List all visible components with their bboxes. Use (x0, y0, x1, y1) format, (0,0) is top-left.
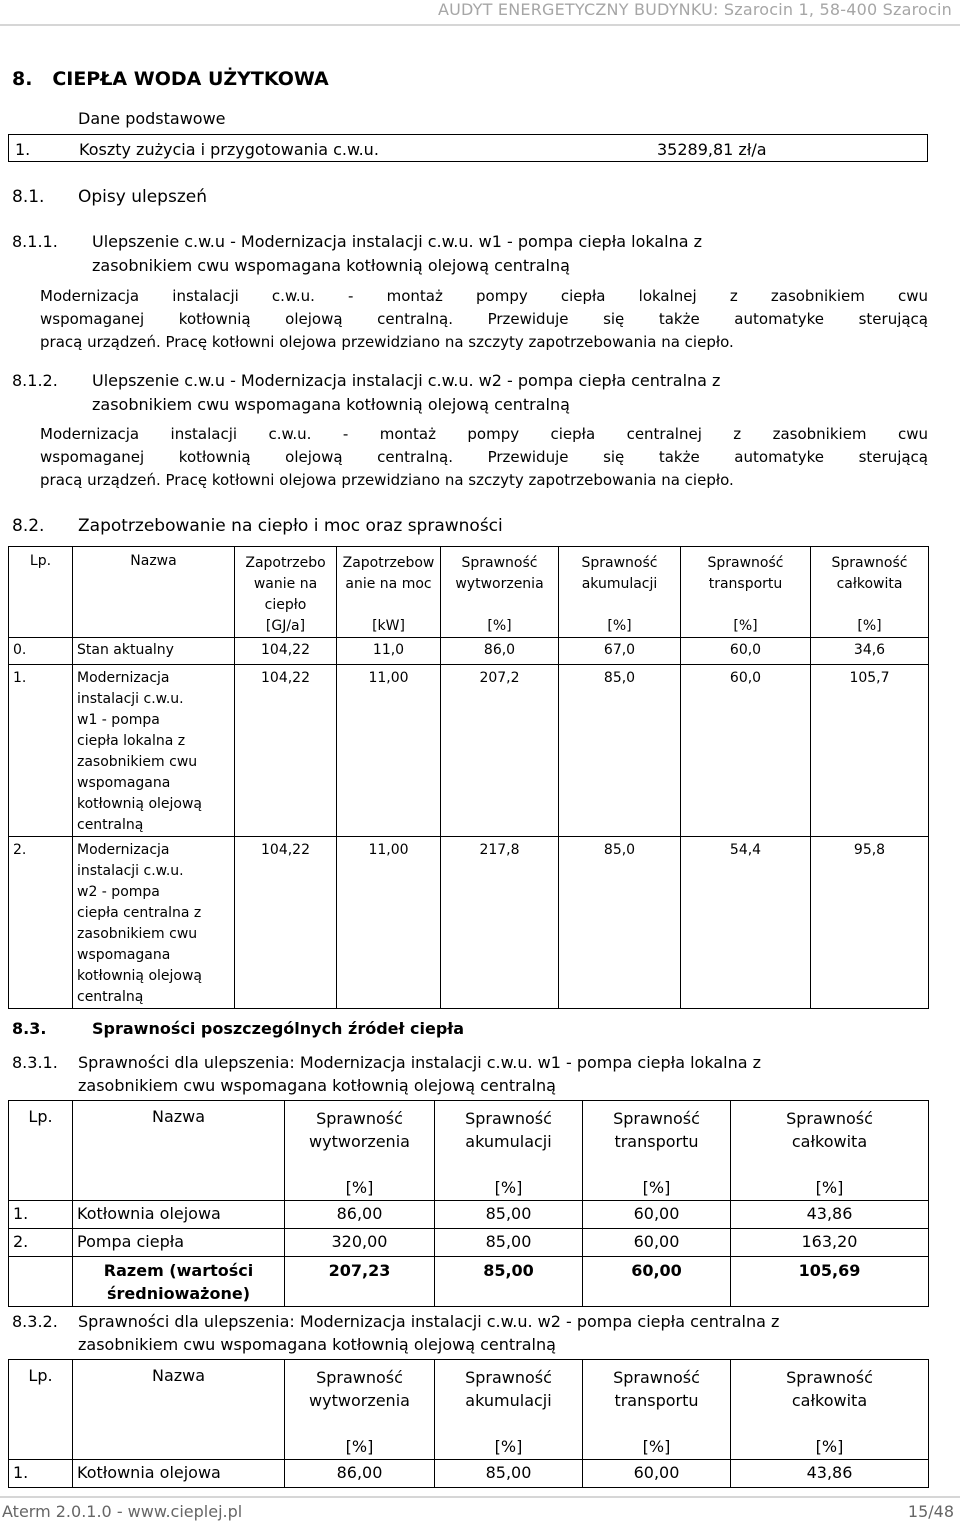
summary-row: Razem (wartości średnioważone) 207,23 85,00 60,00 105,69 (9, 1257, 929, 1307)
cost-value: 35289,81 zł/a (657, 140, 767, 159)
header-transport: Sprawność transportu [%] (681, 547, 811, 638)
section-8-3-1-title-line1: Sprawności dla ulepszenia: Modernizacja instalacji c.w.u. w1 - pompa ciepła lokalna z (78, 1053, 761, 1072)
basic-data-label: Dane podstawowe (78, 109, 226, 128)
section-8-3-2-number: 8.3.2. (12, 1312, 58, 1331)
row-name-multiline: Modernizacja instalacji c.w.u. w2 - pompa ciepła centralna z zasobnikiem cwu wspomagana kotłownią olejową centralną (73, 837, 235, 1009)
section-number: 8.1. (12, 187, 45, 207)
section-8-1-2-title-line2: zasobnikiem cwu wspomagana kotłownią olejową centralną (92, 395, 570, 414)
table-row: 1. Kotłownia olejowa 86,00 85,00 60,00 43,86 (9, 1460, 929, 1488)
table-row: 2. Pompa ciepła 320,00 85,00 60,00 163,20 (9, 1229, 929, 1257)
header-total: Sprawność całkowita [%] (811, 547, 929, 638)
section-8-1-2-desc-line2: wspomaganej kotłownią olejową centralną. Przewiduje się także automatyke sterującą (40, 448, 928, 466)
section-8-1-1-title-line2: zasobnikiem cwu wspomagana kotłownią olejową centralną (92, 256, 570, 275)
header-demand: Zapotrzebo wanie na ciepło [GJ/a] (235, 547, 337, 638)
section-number: 8. (12, 68, 33, 90)
section-8-heading (12, 68, 329, 90)
demand-table-header (9, 547, 929, 638)
section-8-1-2-desc-line1: Modernizacja instalacji c.w.u. - montaż pompy ciepła centralnej z zasobnikiem cwu (40, 425, 928, 443)
demand-table (8, 546, 929, 1009)
section-8-1-heading (12, 187, 44, 207)
section-8-2-number: 8.2. (12, 516, 45, 536)
section-title: CIEPŁA WODA UŻYTKOWA (52, 68, 329, 90)
section-8-3-2-title-line1: Sprawności dla ulepszenia: Modernizacja instalacji c.w.u. w2 - pompa ciepła centralna z (78, 1312, 780, 1331)
cost-lp: 1. (15, 140, 31, 159)
efficiency-table-w1 (8, 1100, 929, 1307)
section-8-1-2-desc-line3: pracą urządzeń. Pracę kotłowni olejowa przewidziano na szczyty zapotrzebowania na ciepło. (40, 471, 734, 489)
section-8-2-title: Zapotrzebowanie na ciepło i moc oraz sprawności (78, 516, 503, 536)
section-8-1-2-number: 8.1.2. (12, 371, 58, 390)
efficiency-table-w2 (8, 1359, 929, 1488)
section-8-1-1-desc-line1: Modernizacja instalacji c.w.u. - montaż pompy ciepła lokalnej z zasobnikiem cwu (40, 287, 928, 305)
section-8-3-title: Sprawności poszczególnych źródeł ciepła (92, 1019, 465, 1038)
section-8-3-number: 8.3. (12, 1019, 47, 1038)
page-number: 15/48 (907, 1502, 954, 1521)
table-row: 1. Modernizacja instalacji c.w.u. w1 - pompa ciepła lokalna z zasobnikiem cwu wspomagana kotłownią olejową centralną 104,22 11,00 207,2 85,0 60,0 105,7 (9, 665, 929, 837)
efficiency-table-header: Lp. Nazwa Sprawność wytworzenia [%] Sprawność akumulacji [%] Sprawność transportu [%] Sprawność całkowita [%] (9, 1101, 929, 1201)
header-lp: Lp. (9, 547, 73, 638)
cost-label: Koszty zużycia i przygotowania c.w.u. (79, 140, 379, 159)
header-rule (0, 24, 960, 26)
section-8-1-2-title-line1: Ulepszenie c.w.u - Modernizacja instalacji c.w.u. w2 - pompa ciepła centralna z (92, 371, 721, 390)
table-row: 2. Modernizacja instalacji c.w.u. w2 - pompa ciepła centralna z zasobnikiem cwu wspomagana kotłownią olejową centralną 104,22 11,00 217,8 85,0 54,4 95,8 (9, 837, 929, 1009)
footer-rule (0, 1496, 960, 1498)
header-name: Nazwa (73, 547, 235, 638)
section-8-3-1-title-line2: zasobnikiem cwu wspomagana kotłownią olejową centralną (78, 1076, 556, 1095)
section-8-1-1-desc-line3: pracą urządzeń. Pracę kotłowni olejowa przewidziano na szczyty zapotrzebowania na ciepło. (40, 333, 734, 351)
cost-row (8, 134, 928, 162)
section-8-1-1-desc-line2: wspomaganej kotłownią olejową centralną. Przewiduje się także automatyke sterującą (40, 310, 928, 328)
footer-left: Aterm 2.0.1.0 - www.cieplej.pl (2, 1502, 243, 1521)
header-power: Zapotrzebow anie na moc [kW] (337, 547, 441, 638)
section-8-3-2-title-line2: zasobnikiem cwu wspomagana kotłownią olejową centralną (78, 1335, 556, 1354)
header-generation: Sprawność wytworzenia [%] (441, 547, 559, 638)
section-8-3-1-number: 8.3.1. (12, 1053, 58, 1072)
efficiency-table-header: Lp. Nazwa Sprawność wytworzenia [%] Sprawność akumulacji [%] Sprawność transportu [%] Sprawność całkowita [%] (9, 1360, 929, 1460)
section-8-1-1-title-line1: Ulepszenie c.w.u - Modernizacja instalacji c.w.u. w1 - pompa ciepła lokalna z (92, 232, 703, 251)
section-8-1-1-number: 8.1.1. (12, 232, 58, 251)
section-8-1-title: Opisy ulepszeń (78, 187, 207, 207)
header-accumulation: Sprawność akumulacji [%] (559, 547, 681, 638)
table-row: 0. Stan aktualny 104,22 11,0 86,0 67,0 60,0 34,6 (9, 638, 929, 665)
row-name-multiline: Modernizacja instalacji c.w.u. w1 - pompa ciepła lokalna z zasobnikiem cwu wspomagana kotłownią olejową centralną (73, 665, 235, 837)
page-header-title: AUDYT ENERGETYCZNY BUDYNKU: Szarocin 1, 58-400 Szarocin (437, 0, 952, 19)
table-row: 1. Kotłownia olejowa 86,00 85,00 60,00 43,86 (9, 1201, 929, 1229)
